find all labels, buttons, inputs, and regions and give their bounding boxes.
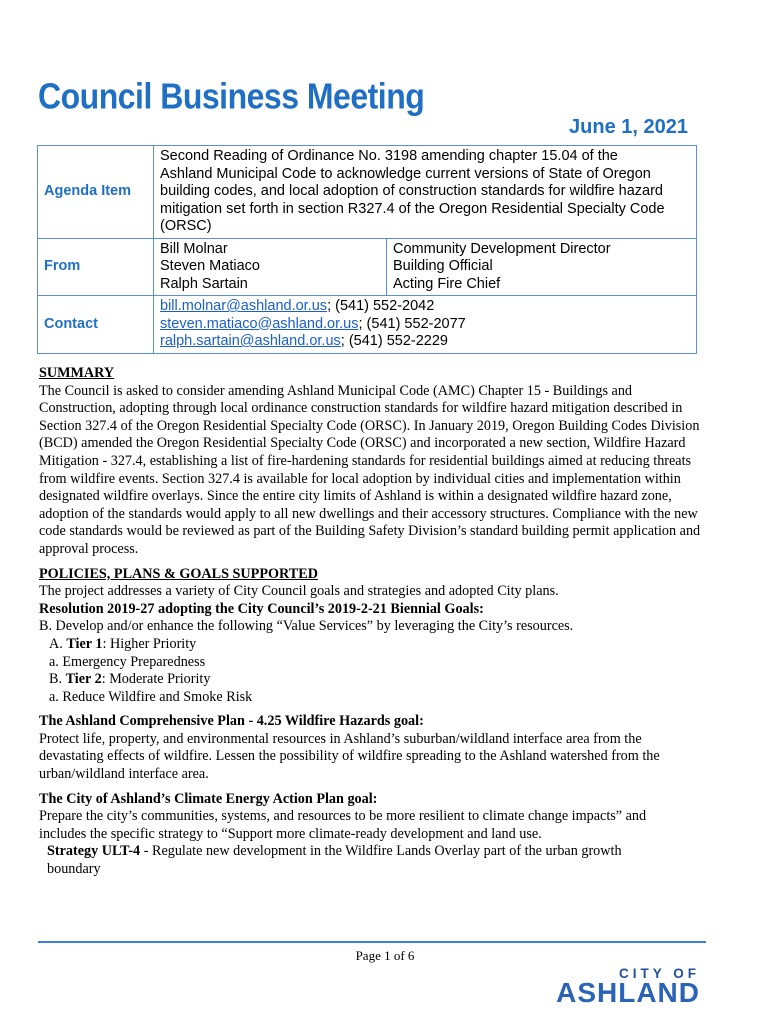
- tier1-item: a. Emergency Preparedness: [49, 653, 206, 670]
- agenda-line: Ashland Municipal Code to acknowledge current versions of State of Oregon: [160, 165, 651, 182]
- summary-line: code standards would be reviewed as part of the Building Safety Division’s standard building permit application and: [39, 523, 701, 540]
- tier1-label: Tier 1: [66, 635, 103, 652]
- tier2-text: : Moderate Priority: [101, 671, 211, 688]
- climate-plan-line: includes the specific strategy to “Support more climate-ready development and land use.: [39, 825, 542, 842]
- email-link[interactable]: bill.molnar@ashland.or.us: [160, 298, 328, 314]
- strategy-label: Strategy ULT-4: [47, 843, 141, 860]
- agenda-item-label: Agenda Item: [38, 146, 154, 239]
- climate-plan-heading: The City of Ashland’s Climate Energy Action Plan goal:: [39, 790, 378, 807]
- develop-line: B. Develop and/or enhance the following “Value Services” by leveraging the City’s resources.: [39, 618, 574, 635]
- logo-city-of-text: CITY OF: [618, 966, 700, 981]
- agenda-line: mitigation set forth in section R327.4 of the Oregon Residential Specialty Code: [160, 200, 665, 217]
- strategy-text: - Regulate new development in the Wildfire Lands Overlay part of the urban growth: [140, 843, 622, 860]
- contact-list: [154, 296, 697, 354]
- summary-line: Section 327.4 of the Oregon Residential Specialty Code (ORSC). In January 2019, Oregon Building Codes Division: [39, 417, 700, 434]
- tier2-item: a. Reduce Wildfire and Smoke Risk: [49, 688, 253, 705]
- from-title: Building Official: [393, 258, 493, 274]
- agenda-line: (ORSC): [160, 218, 212, 234]
- summary-line: Construction, adopting through local ordinance construction standards for wildfire hazard mitigation described in: [39, 400, 683, 417]
- summary-line: The Council is asked to consider amending Ashland Municipal Code (AMC) Chapter 15 - Buildings and: [39, 382, 633, 399]
- from-row: [38, 238, 697, 296]
- tier2-label: Tier 2: [65, 671, 102, 688]
- agenda-item-row: [38, 146, 697, 239]
- meeting-date: June 1, 2021: [569, 116, 688, 138]
- summary-line: (BCD) amended the Oregon Residential Specialty Code (ORSC) and incorporated a new section, Wildfire Hazard: [39, 435, 686, 452]
- body-text: [39, 365, 747, 879]
- contact-line: [160, 316, 690, 334]
- summary-line: Mitigation - 327.4, establishing a list of fire-hardening standards for residential buildings aimed at reducing threats: [39, 452, 692, 469]
- climate-plan-line: Prepare the city’s communities, systems, and resources to be more resilient to climate change impacts” and: [39, 808, 647, 825]
- summary-line: from wildfire events. Section 327.4 is available for local adoption by individual cities and implementation within: [39, 470, 681, 487]
- from-name: Ralph Sartain: [160, 275, 248, 292]
- logo-ashland-text: ASHLAND: [556, 977, 700, 1008]
- from-label: From: [38, 238, 154, 296]
- agenda-info-table: [37, 145, 697, 354]
- strategy-line: [39, 843, 747, 861]
- comprehensive-plan-line: urban/wildland interface area.: [39, 766, 209, 783]
- phone-number: ; (541) 552-2229: [340, 333, 448, 349]
- tier1-text: : Higher Priority: [102, 635, 197, 652]
- comprehensive-plan-line: devastating effects of wildfire. Lessen the possibility of wildfire spreading to the Ashland watershed from the: [39, 748, 660, 765]
- from-titles: [387, 238, 697, 296]
- from-names: [154, 238, 387, 296]
- from-title: Acting Fire Chief: [393, 275, 501, 292]
- tier1-line: [39, 636, 747, 654]
- comprehensive-plan-line: Protect life, property, and environmental resources in Ashland’s suburban/wildland interface area from the: [39, 730, 642, 747]
- contact-line: [160, 333, 690, 351]
- agenda-item-description: [154, 146, 697, 239]
- tier1-prefix: A.: [49, 635, 67, 652]
- tier2-prefix: B.: [49, 671, 66, 688]
- comprehensive-plan-heading: The Ashland Comprehensive Plan - 4.25 Wildfire Hazards goal:: [39, 713, 424, 730]
- summary-line: designated wildfire overlays. Since the entire city limits of Ashland is within a designated wildfire hazard zone,: [39, 488, 672, 505]
- policies-heading: POLICIES, PLANS & GOALS SUPPORTED: [39, 565, 318, 582]
- page-number: Page 1 of 6: [355, 948, 415, 963]
- strategy-line-continued: boundary: [47, 861, 101, 878]
- email-link[interactable]: steven.matiaco@ashland.or.us: [160, 315, 359, 332]
- phone-number: ; (541) 552-2077: [358, 315, 466, 332]
- policies-intro: The project addresses a variety of City Council goals and strategies and adopted City plans.: [39, 583, 559, 600]
- footer-divider: [38, 941, 706, 943]
- agenda-line: building codes, and local adoption of construction standards for wildfire hazard: [160, 183, 663, 199]
- from-name: Bill Molnar: [160, 240, 228, 257]
- summary-paragraph: [39, 383, 747, 559]
- city-of-ashland-logo: [530, 966, 700, 1010]
- summary-line: adoption of the standards would apply to all new dwellings and their accessory structures. Compliance with the new: [39, 505, 698, 522]
- contact-line: [160, 298, 690, 316]
- tier2-line: [39, 671, 747, 689]
- page-title: Council Business Meeting: [38, 76, 425, 117]
- from-title: Community Development Director: [393, 240, 611, 257]
- resolution-heading: Resolution 2019-27 adopting the City Council’s 2019-2-21 Biennial Goals:: [39, 600, 484, 617]
- phone-number: ; (541) 552-2042: [327, 298, 435, 314]
- summary-line: approval process.: [39, 540, 139, 557]
- email-link[interactable]: ralph.sartain@ashland.or.us: [160, 333, 341, 349]
- from-name: Steven Matiaco: [160, 258, 260, 274]
- contact-label: Contact: [38, 296, 154, 354]
- agenda-line: Second Reading of Ordinance No. 3198 amending chapter 15.04 of the: [160, 148, 618, 164]
- summary-heading: SUMMARY: [39, 365, 115, 381]
- contact-row: [38, 296, 697, 354]
